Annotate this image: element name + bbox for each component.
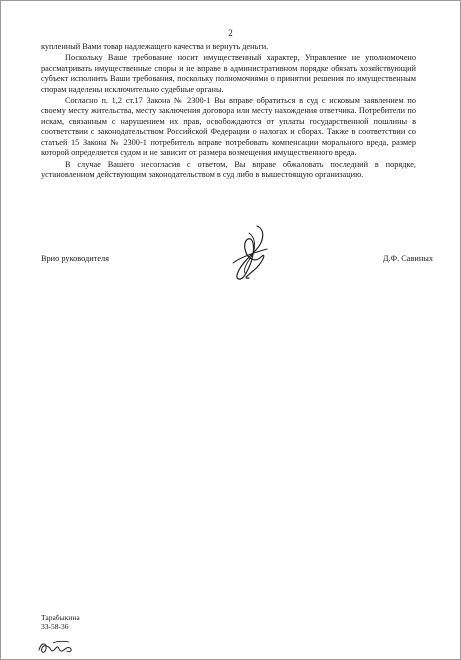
paragraph-property-claim: Поскольку Ваше требование носит имущественный характер, Управление не уполномочено рассматривать имущественные споры и не вправе в административном порядке обязать хозяйствующий субъект исполнить Ваши требования, поскольку полномочиями о принятии решения по имущественным спорам наделены исключительно судебные органы. [41, 53, 416, 94]
signer-name: Д.Ф. Савиных [382, 254, 433, 263]
letter-body [41, 42, 416, 181]
page-number: 2 [228, 28, 233, 38]
signer-title: Врио руководителя [41, 254, 109, 263]
paragraph-continuation: купленный Вами товар надлежащего качества и вернуть деньги. [41, 42, 269, 51]
executor-info [41, 613, 80, 631]
executor-name: Тарабыкина [41, 613, 80, 622]
executor-phone: 33-58-36 [41, 622, 69, 631]
paragraph-appeal: В случае Вашего несогласия с ответом, Вы вправе обжаловать последний в порядке, установленном действующим законодательством в суд либо в вышестоящую организацию. [41, 159, 416, 180]
handwritten-signature [227, 223, 273, 285]
initials-mark [37, 638, 79, 656]
paragraph-court-rights: Согласно п. 1,2 ст.17 Закона № 2300-1 Вы вправе обратиться в суд с исковым заявлением по своему месту жительства, месту заключения договора или месту нахождения ответчика. Потребители по искам, связанным с нарушением их прав, освобождаются от уплаты государственной пошлины в соответствии с законодательством Российской Федерации о налогах и сборах. Также в соответствии со статьей 15 Закона № 2300-1 потребитель вправе потребовать компенсации морального вреда, размер которой определяется судом и не зависит от размера возмещения имущественного вреда. [41, 95, 416, 158]
